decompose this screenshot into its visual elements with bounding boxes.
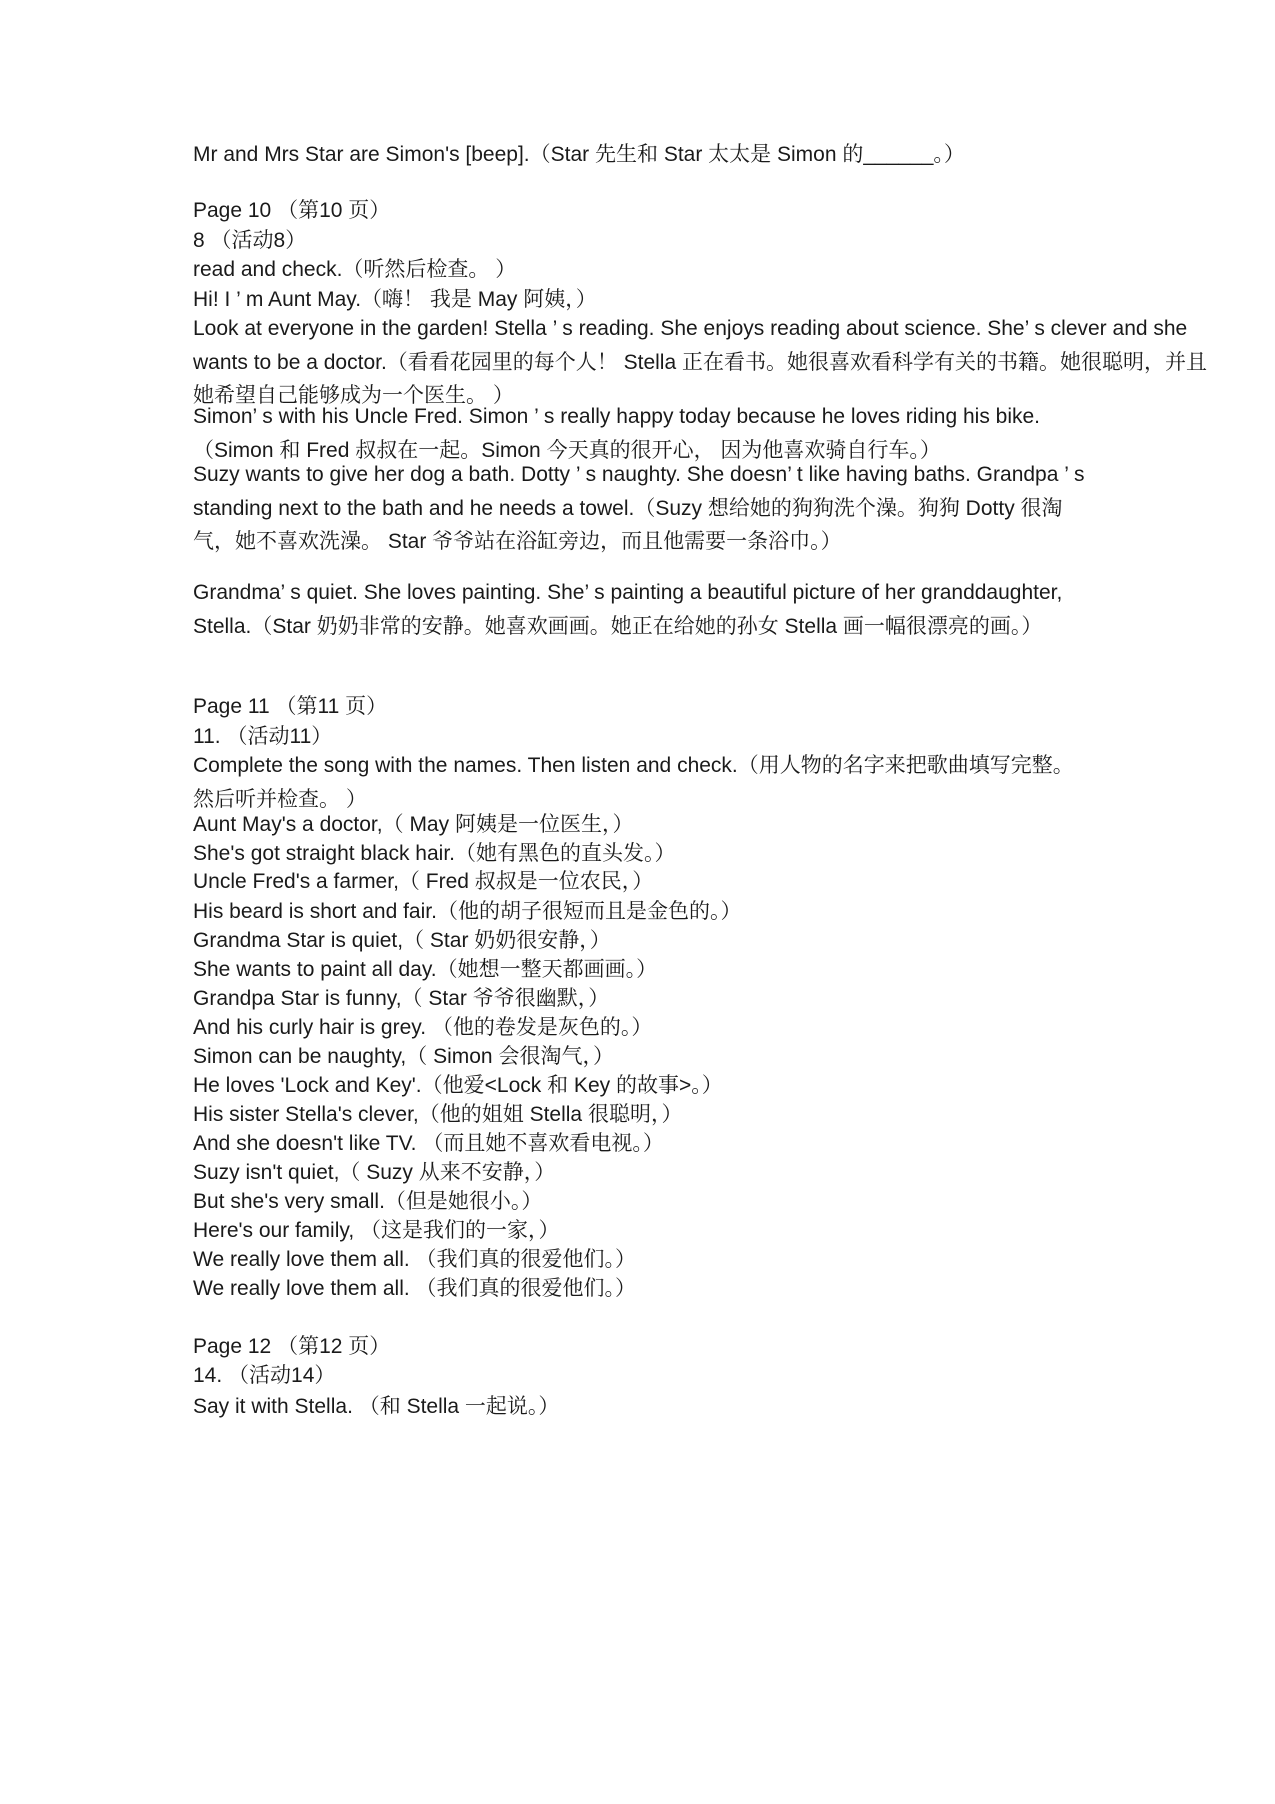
song-line: He loves 'Lock and Key'.（他爱<Lock 和 Key 的故事>。） xyxy=(193,1074,723,1097)
paragraph-stella: Look at everyone in the garden! Stella ’ s reading. She enjoys reading about science. She’ s clever and she wants to be a doctor.（看看花园里的每个人！ Stella 正在看书。她很喜欢看科学有关的书籍。她很聪明，并且她希望自己能够成为一个医生。 ） xyxy=(193,317,1207,407)
song-line: She wants to paint all day.（她想一整天都画画。） xyxy=(193,958,658,981)
song-line: His sister Stella's clever,（他的姐姐 Stella 很聪明，） xyxy=(193,1103,683,1126)
song-instruction: Complete the song with the names. Then listen and check.（用人物的名字来把歌曲填写完整。然后听并检查。 ） xyxy=(193,754,1074,811)
paragraph-suzy: Suzy wants to give her dog a bath. Dotty ’ s naughty. She doesn’ t like having baths. Grandpa ’ s standing next to the bath and he needs a towel.（Suzy 想给她的狗狗洗个澡。狗狗 Dotty 很淘气，她不喜欢洗澡。 Star 爷爷站在浴缸旁边，而且他需要一条浴巾。） xyxy=(193,463,1085,553)
song-line: Suzy isn't quiet,（ Suzy 从来不安静，） xyxy=(193,1161,556,1184)
instruction-text: read and check.（听然后检查。 ） xyxy=(193,258,517,281)
song-line: Simon can be naughty,（ Simon 会很淘气，） xyxy=(193,1045,614,1068)
text-line: Hi! I ’ m Aunt May.（嗨！ 我是 May 阿姨，） xyxy=(193,288,597,311)
page-heading-12: Page 12 （第12 页） xyxy=(193,1335,391,1358)
song-line: But she's very small.（但是她很小。） xyxy=(193,1190,543,1213)
song-line: Here's our family, （这是我们的一家，） xyxy=(193,1219,560,1242)
activity-heading-14: 14. （活动14） xyxy=(193,1364,336,1387)
song-line: His beard is short and fair.（他的胡子很短而且是金色的。） xyxy=(193,900,742,923)
page-heading-11: Page 11 （第11 页） xyxy=(193,695,388,718)
song-line: She's got straight black hair.（她有黑色的直头发。） xyxy=(193,842,676,865)
paragraph-simon: Simon’ s with his Uncle Fred. Simon ’ s really happy today because he loves riding his bike.（Simon 和 Fred 叔叔在一起。Simon 今天真的很开心， 因为他喜欢骑自行车。） xyxy=(193,405,1041,462)
song-line: We really love them all. （我们真的很爱他们。） xyxy=(193,1248,637,1271)
song-line: And she doesn't like TV. （而且她不喜欢看电视。） xyxy=(193,1132,664,1155)
song-line: And his curly hair is grey. （他的卷发是灰色的。） xyxy=(193,1016,653,1039)
song-line: Uncle Fred's a farmer,（ Fred 叔叔是一位农民，） xyxy=(193,870,654,893)
activity-heading-11: 11. （活动11） xyxy=(193,725,333,748)
paragraph-grandma: Grandma’ s quiet. She loves painting. She’ s painting a beautiful picture of her granddaughter, Stella.（Star 奶奶非常的安静。她喜欢画画。她正在给她的孙女 Stella 画一幅很漂亮的画。） xyxy=(193,581,1063,638)
activity-heading-8: 8 （活动8） xyxy=(193,229,307,252)
song-line: We really love them all. （我们真的很爱他们。） xyxy=(193,1277,637,1300)
intro-sentence: Mr and Mrs Star are Simon's [beep].（Star 先生和 Star 太太是 Simon 的______。） xyxy=(193,143,965,166)
song-line: Aunt May's a doctor,（ May 阿姨是一位医生，） xyxy=(193,813,634,836)
song-line: Grandma Star is quiet,（ Star 奶奶很安静，） xyxy=(193,929,611,952)
instruction-text: Say it with Stella. （和 Stella 一起说。） xyxy=(193,1395,560,1418)
song-line: Grandpa Star is funny,（ Star 爷爷很幽默，） xyxy=(193,987,610,1010)
page-heading-10: Page 10 （第10 页） xyxy=(193,199,391,222)
